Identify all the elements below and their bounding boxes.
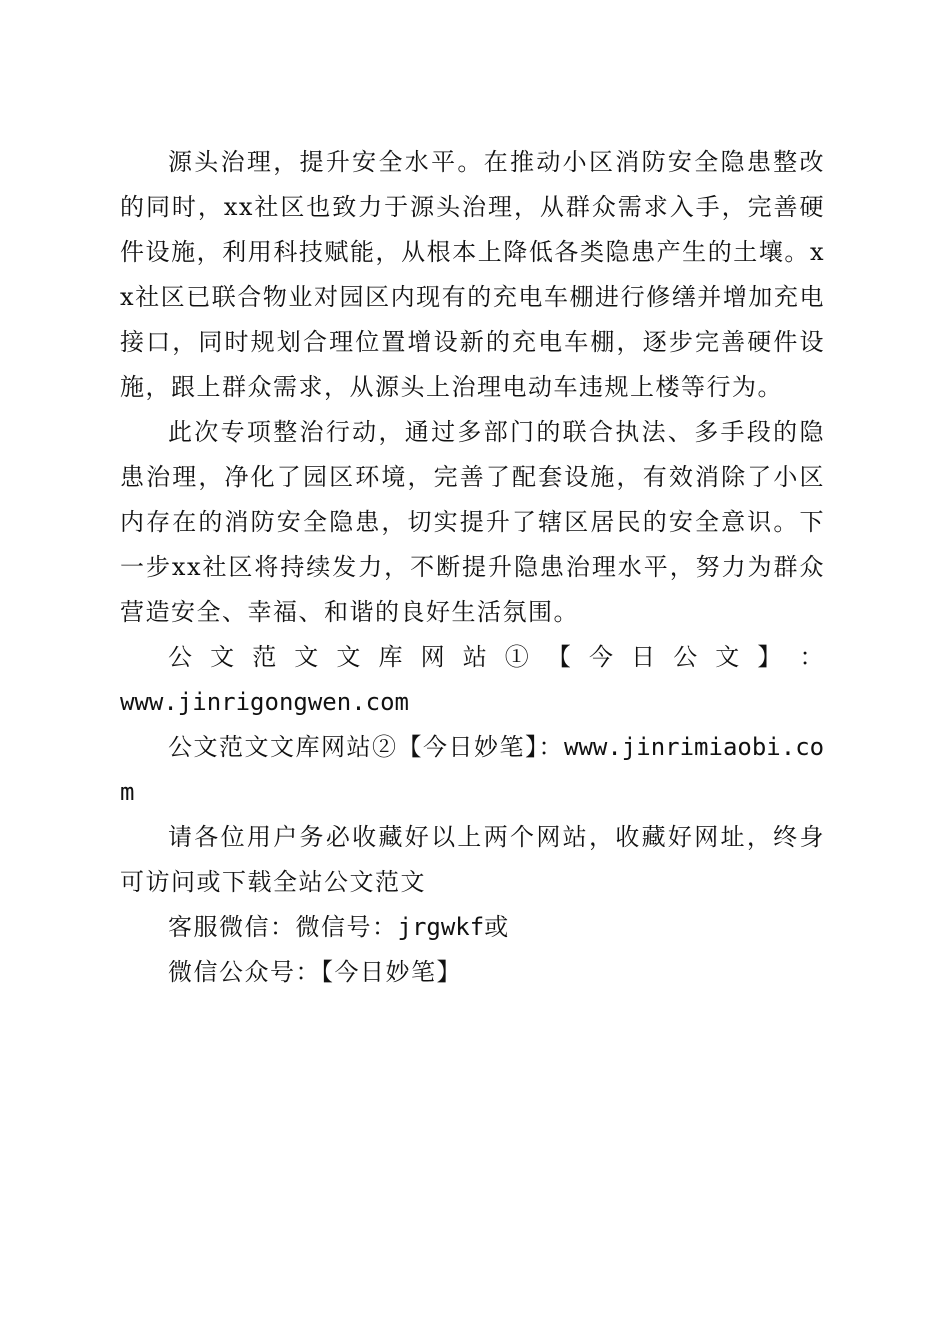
site2-label: 公文范文文库网站②【今日妙笔】：: [168, 733, 564, 761]
body-paragraph-1: 源头治理，提升安全水平。在推动小区消防安全隐患整改的同时，xx社区也致力于源头治理，从群众需求入手，完善硬件设施，利用科技赋能，从根本上降低各类隐患产生的土壤。xx社区已联合物业对园区内现有的充电车棚进行修缮并增加充电接口，同时规划合理位置增设新的充电车棚，逐步完善硬件设施，跟上群众需求，从源头上治理电动车违规上楼等行为。: [120, 148, 825, 401]
site1-label: 公 文 范 文 文 库 网 站 ① 【 今 日 公 文 】 ：: [168, 643, 825, 671]
bookmark-notice: 请各位用户务必收藏好以上两个网站，收藏好网址，终身可访问或下载全站公文范文: [120, 823, 825, 896]
wechat-line: [120, 905, 825, 950]
official-account: 微信公众号：【今日妙笔】: [168, 958, 462, 986]
site1-url[interactable]: www.jinrigongwen.com: [120, 688, 409, 716]
site2-line: [120, 725, 825, 815]
wechat-or: 或: [484, 913, 510, 941]
site2-url[interactable]: www.jinrimiaobi.com: [120, 733, 825, 806]
wechat-label: 客服微信：微信号：: [168, 913, 398, 941]
document-page: [120, 140, 825, 995]
wechat-id: jrgwkf: [397, 913, 485, 941]
body-paragraph-2: 此次专项整治行动，通过多部门的联合执法、多手段的隐患治理，净化了园区环境，完善了配套设施，有效消除了小区内存在的消防安全隐患，切实提升了辖区居民的安全意识。下一步xx社区将持续发力，不断提升隐患治理水平，努力为群众营造安全、幸福、和谐的良好生活氛围。: [120, 418, 825, 626]
site1-url-line: [120, 680, 825, 725]
footer-links: [120, 635, 825, 995]
